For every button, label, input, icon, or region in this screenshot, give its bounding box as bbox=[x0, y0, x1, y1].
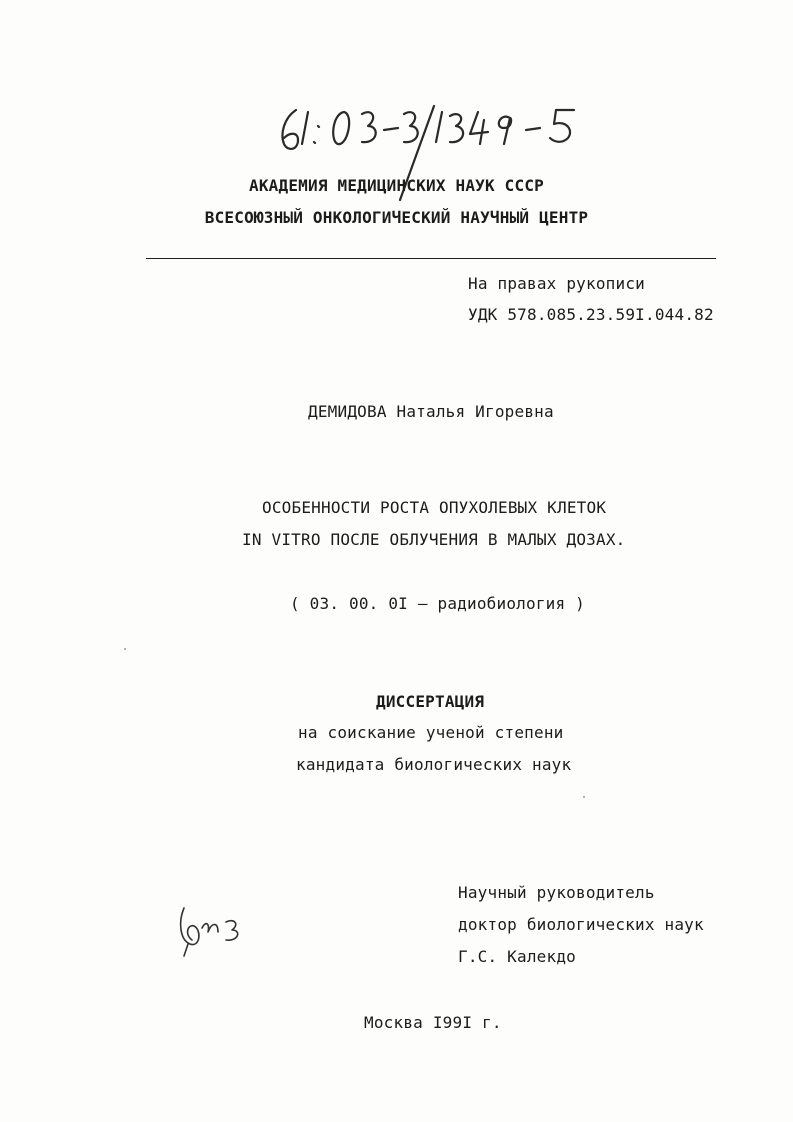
manuscript-rights-note: На правах рукописи bbox=[468, 274, 645, 293]
scan-speck bbox=[583, 796, 585, 798]
specialty-code: ( 03. 00. 0I – радиобиология ) bbox=[290, 594, 585, 613]
author-name: ДЕМИДОВА Наталья Игоревна bbox=[308, 402, 554, 421]
scan-speck bbox=[124, 648, 126, 650]
degree-line-1: на соискание ученой степени bbox=[298, 723, 564, 742]
title-line-2: IN VITRO ПОСЛЕ ОБЛУЧЕНИЯ В МАЛЫХ ДОЗАХ. bbox=[242, 530, 626, 549]
header-divider bbox=[146, 258, 716, 259]
handwritten-signature bbox=[176, 900, 256, 960]
organization-line-2: ВСЕСОЮЗНЫЙ ОНКОЛОГИЧЕСКИЙ НАУЧНЫЙ ЦЕНТР bbox=[204, 208, 589, 227]
supervisor-label: Научный руководитель bbox=[458, 883, 655, 902]
degree-line-2: кандидата биологических наук bbox=[296, 755, 572, 774]
supervisor-degree: доктор биологических наук bbox=[458, 915, 704, 934]
organization-line-1: АКАДЕМИЯ МЕДИЦИНСКИХ НАУК СССР bbox=[249, 176, 544, 195]
supervisor-name: Г.С. Калекдо bbox=[458, 947, 576, 966]
city-and-year: Москва I99I г. bbox=[364, 1013, 502, 1032]
title-line-1: ОСОБЕННОСТИ РОСТА ОПУХОЛЕВЫХ КЛЕТОК bbox=[262, 498, 607, 517]
udc-code: УДК 578.085.23.59I.044.82 bbox=[468, 305, 714, 324]
work-type-heading: ДИССЕРТАЦИЯ bbox=[376, 692, 485, 711]
